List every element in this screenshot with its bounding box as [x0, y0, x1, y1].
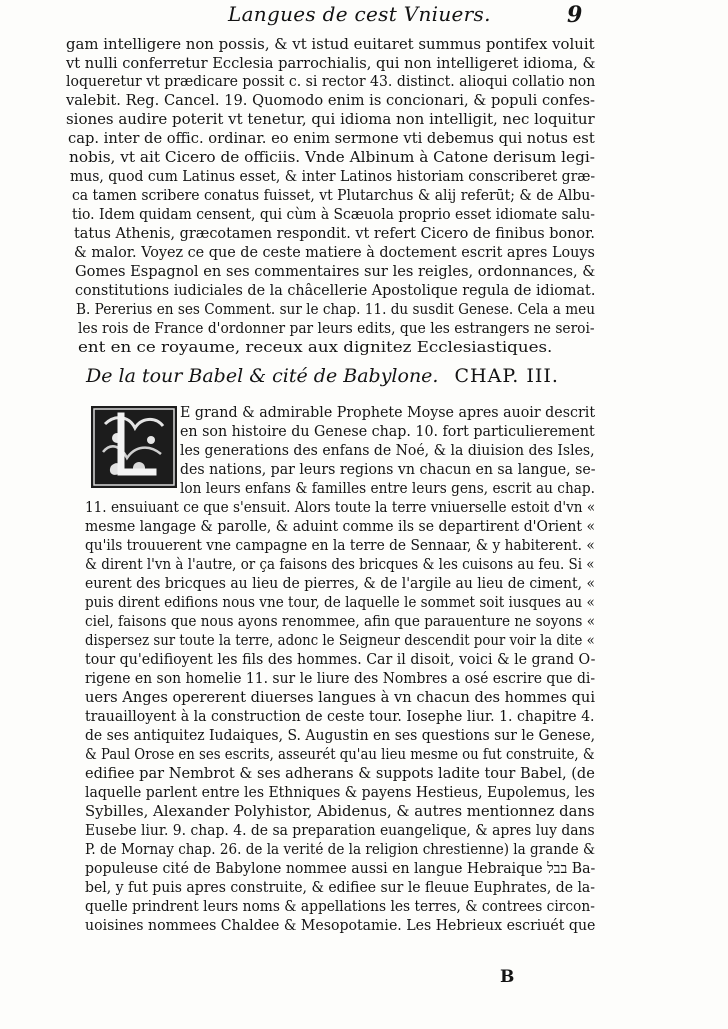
text-line: mesme langage & parolle, & aduint comme ils se departirent d'Orient « — [85, 519, 596, 535]
text-line: qu'ils trouuerent vne campagne en la terre de Sennaar, & y habiterent. « — [85, 538, 595, 554]
text-line: les rois de France d'ordonner par leurs edits, que les estrangers ne seroi- — [78, 321, 595, 337]
text-line: trauailloyent à la construction de ceste tour. Iosephe liur. 1. chapitre 4. — [85, 709, 595, 725]
text-line: E grand & admirable Prophete Moyse apres auoir descrit — [180, 405, 596, 421]
text-line: en son histoire du Genese chap. 10. fort particulierement — [180, 424, 595, 440]
text-line: Sybilles, Alexander Polyhistor, Abidenus, & autres mentionnez dans — [85, 804, 595, 820]
text-line: populeuse cité de Babylone nommee aussi en langue Hebraique בבל Ba- — [85, 861, 596, 877]
text-line: les generations des enfans de Noé, & la diuision des Isles, — [180, 443, 595, 459]
text-line: gam intelligere non possis, & vt istud euitaret summus pontifex voluit — [66, 37, 595, 53]
text-line: mus, quod cum Latinus esset, & inter Latinos historiam conscriberet græ- — [70, 169, 596, 185]
text-line: & malor. Voyez ce que de ceste matiere à doctement escrit apres Louys — [74, 245, 595, 261]
text-line: de ses antiquitez Iudaiques, S. Augustin en ses questions sur le Genese, — [85, 728, 596, 744]
text-line: ca tamen scribere conatus fuisset, vt Plutarchus & alij referūt; & de Albu- — [72, 188, 595, 204]
text-line: uers Anges opererent diuerses langues à vn chacun des hommes qui — [85, 690, 596, 706]
text-line: bel, y fut puis apres construite, & edifiee sur le fleuue Euphrates, de la- — [85, 880, 596, 896]
text-line: valebit. Reg. Cancel. 19. Quomodo enim is concionari, & populi confes- — [66, 93, 595, 109]
text-line: nobis, vt ait Cicero de officiis. Vnde Albinum à Catone derisum legi- — [69, 150, 595, 166]
chapter-label: CHAP. III. — [454, 365, 559, 387]
page-number: 9 — [567, 2, 583, 28]
text-line: ciel, faisons que nous ayons renommee, afin que parauenture ne soyons « — [85, 614, 596, 630]
text-line: eurent des bricques au lieu de pierres, & de l'argile au lieu de ciment, « — [85, 576, 595, 592]
text-line: siones audire poterit vt tenetur, qui idioma non intelligit, nec loquitur — [66, 112, 595, 128]
signature-mark: B — [500, 967, 515, 987]
text-line: rigene en son homelie 11. sur le liure des Nombres a osé escrire que di- — [85, 671, 596, 687]
text-line: Eusebe liur. 9. chap. 4. de sa preparation euangelique, & apres luy dans — [85, 823, 595, 839]
text-line: constitutions iudiciales de la châcellerie Apostolique regula de idiomat. — [75, 283, 596, 299]
text-line: B. Pererius en ses Comment. sur le chap. 11. du susdit Genese. Cela a meu — [76, 302, 595, 318]
text-line: puis dirent edifions nous vne tour, de laquelle le sommet soit iusques au « — [85, 595, 595, 611]
text-line: loqueretur vt prædicare possit c. si rector 43. distinct. alioqui collatio non — [66, 74, 596, 90]
chapter-heading — [86, 364, 559, 388]
text-line: edifiee par Nembrot & ses adherans & suppots ladite tour Babel, (de — [85, 766, 595, 782]
text-line: P. de Mornay chap. 26. de la verité de la religion chrestienne) la grande & — [85, 842, 596, 858]
text-line: des nations, par leurs regions vn chacun en sa langue, se- — [180, 462, 596, 478]
chapter-title: De la tour Babel & cité de Babylone. — [86, 365, 439, 387]
text-line: & dirent l'vn à l'autre, or ça faisons des bricques & les cuisons au feu. Si « — [85, 557, 595, 573]
text-line: dispersez sur toute la terre, adonc le Seigneur descendit pour voir la dite « — [85, 633, 595, 649]
text-line: tatus Athenis, græcotamen respondit. vt refert Cicero de finibus bonor. — [74, 226, 595, 242]
text-line: laquelle parlent entre les Ethniques & payens Hestieus, Eupolemus, les — [85, 785, 595, 801]
text-line: lon leurs enfans & familles entre leurs gens, escrit au chap. — [180, 481, 596, 497]
running-title: Langues de cest Vniuers. — [228, 2, 491, 26]
text-line: tour qu'edifioyent les fils des hommes. Car il disoit, voici & le grand O- — [85, 652, 596, 668]
text-line: vt nulli conferretur Ecclesia parrochialis, qui non intelligeret idioma, & — [66, 56, 596, 72]
text-line: & Paul Orose en ses escrits, asseurét qu'au lieu mesme ou fut construite, & — [85, 747, 595, 763]
text-line: ent en ce royaume, receux aux dignitez Ecclesiastiques. — [78, 340, 553, 356]
text-line: 11. ensuiuant ce que s'ensuit. Alors toute la terre vniuerselle estoit d'vn « — [85, 500, 596, 516]
decorated-initial-l — [91, 406, 177, 488]
text-line: tio. Idem quidam censent, qui cùm à Scæuola proprio esset idiomate salu- — [72, 207, 595, 223]
text-line: uoisines nommees Chaldee & Mesopotamie. Les Hebrieux escriuét que — [85, 918, 596, 934]
text-line: quelle prindrent leurs noms & appellations les terres, & contrees circon- — [85, 899, 595, 915]
text-line: Gomes Espagnol en ses commentaires sur les reigles, ordonnances, & — [75, 264, 596, 280]
text-line: cap. inter de offic. ordinar. eo enim sermone vti debemus qui notus est — [68, 131, 595, 147]
